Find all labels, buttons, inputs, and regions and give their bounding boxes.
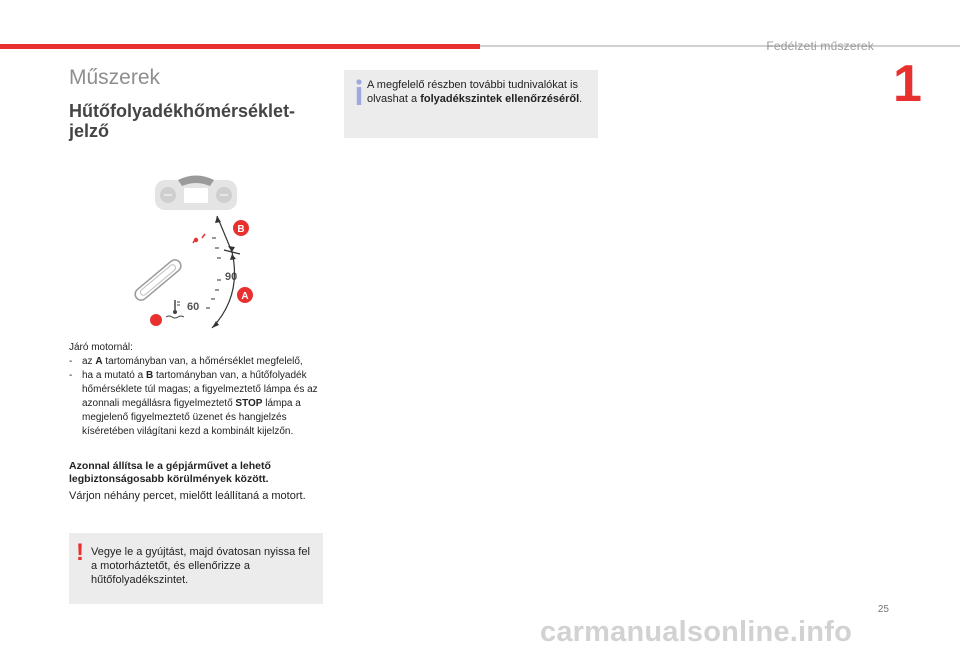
header-grey-bar xyxy=(480,45,960,47)
header-title: Fedélzeti műszerek xyxy=(766,39,874,53)
list-text: tartományban van, a hőmérséklet megfelelő, xyxy=(102,356,303,367)
needle-icon xyxy=(133,257,184,302)
page-number: 25 xyxy=(877,604,889,615)
list-dash: - xyxy=(69,370,73,381)
list-text: az xyxy=(82,356,96,367)
body-text xyxy=(69,341,334,439)
gauge-label-90: 90 xyxy=(225,271,238,283)
list-item xyxy=(69,369,334,439)
normal-paragraph: Várjon néhány percet, mielőtt leállítaná a motort. xyxy=(69,490,306,502)
warning-icon: ! xyxy=(76,539,84,566)
gauge-label-60: 60 xyxy=(187,301,200,313)
coolant-gauge-illustration xyxy=(120,168,360,340)
thermometer-icon xyxy=(166,300,184,318)
list-text: tartományban van, a hűtőfolyadék hőmérséklete túl magas; a figyelmeztető lámpa és az azonnali megállásra figyelmeztető xyxy=(82,370,318,409)
warning-box xyxy=(69,533,323,604)
main-title: Hűtőfolyadékhőmérséklet-jelző xyxy=(69,101,296,141)
body-intro: Járó motornál: xyxy=(69,342,133,353)
warning-text: Vegye le a gyújtást, majd óvatosan nyissa fel a motorháztetőt, és ellenőrizze a hűtőfolyadékszintet. xyxy=(91,546,310,586)
list-text: lámpa a megjelenő figyelmeztető üzenet és hangjelzés kíséretében világítani kezd a kombinált kijelzőn. xyxy=(82,398,301,437)
header-red-bar xyxy=(0,44,480,49)
bold-paragraph: Azonnal állítsa le a gépjárművet a lehető legbiztonságosabb körülmények között. xyxy=(69,460,271,485)
info-text-bold: folyadékszintek ellenőrzéséről xyxy=(420,93,580,105)
list-bold: B xyxy=(145,370,154,381)
info-text-pre: A megfelelő részben további tudnivalókat is olvashat a xyxy=(367,79,578,105)
list-bold: STOP xyxy=(235,398,263,409)
chapter-number: 1 xyxy=(893,55,922,113)
watermark: carmanualsonline.info xyxy=(540,616,852,648)
info-text-post: . xyxy=(579,93,583,105)
info-box xyxy=(344,70,598,138)
zone-a-label: A xyxy=(241,291,249,302)
zone-b-label: B xyxy=(237,224,245,235)
list-item xyxy=(69,355,334,369)
gauge-scale-ticks xyxy=(193,234,221,308)
info-text xyxy=(367,78,592,106)
info-icon xyxy=(352,78,366,106)
list-bold: A xyxy=(95,356,103,367)
list-text: ha a mutató a xyxy=(82,370,146,381)
warning-lamp-dot xyxy=(150,314,162,326)
list-dash: - xyxy=(69,356,73,367)
section-title: Műszerek xyxy=(69,66,161,89)
dashboard-icon xyxy=(155,176,237,211)
